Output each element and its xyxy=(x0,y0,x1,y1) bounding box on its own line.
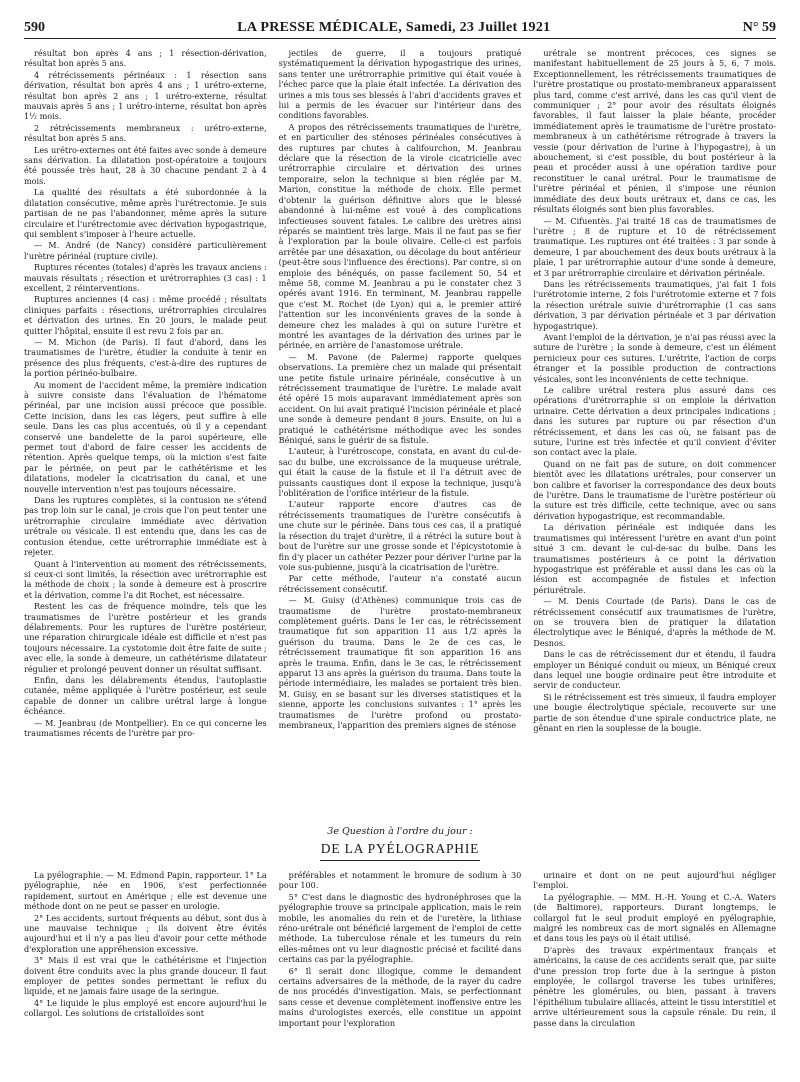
paragraph: L'auteur, à l'urétroscope, constata, en avant du cul-de-sac du bulbe, une excroissance de la muqueuse urétrale, qui était la cause de la fistule et il l'a détruit avec de puissants caustiques dont il expose la technique, jusqu'à l'oblitération de l'orifice intérieur de la fistule. xyxy=(278,446,522,499)
bottom-column-2 xyxy=(279,870,522,1076)
paragraph: Les urétro-externes ont été faites avec sonde à demeure sans dérivation. La dilatation post-opératoire a toujours été poussée très haut, 28 à 30 chacune pendant 2 à 4 mois. xyxy=(24,144,267,186)
paragraph: — M. Pavone (de Palerme) rapporte quelques observations. La première chez un malade qui présentait une petite fistule urinaire périnéale, consécutive à un rétrécissement traumatique de l'urètre. Le malade avait été opéré 15 mois auparavant immédiatement après son accident. On lui avait pratiqué l'incision périnéale et placé une sonde à demeure pendant 8 jours. Ensuite, on lui a pratiqué le cathétérisme méthodique avec les sondes Béniqué, sans le guérir de sa fistule. xyxy=(278,351,522,446)
paragraph: A propos des rétrécissements traumatiques de l'urètre, et en particulier des sténoses périnéales consécutives à des ruptures par chutes à califourchon, M. Jeanbrau déclare que la résection de la virole cicatricielle avec urétrorraphie circulaire et dérivation des urines temporaire, selon la technique si bien réglée par M. Marion, constitue la méthode de choix. Elle permet d'obtenir la guérison définitive alors que le blessé abandonné à lui-même est voué à des complications infectieuses souvent fatales. Le calibre des urètres ainsi réparés se maintient très large. Mais il ne faut pas se fier à l'exploration par la boule olivaire. Celle-ci est parfois arrêtée par une désaxation, ou décolage du bout antérieur (peut-être sous l'influence des érections). Par contre, si on emploie des bénéqués, on passe facilement 50, 54 et même 58, comme M. Jeanbrau a pu le constater chez 3 opérés avant 1916. En terminant, M. Jeanbrau rappelle que c'est M. Rochet (de Lyon) qui a, le premier attiré l'attention sur les inconvénients graves de la sonde à demeure chez les malades à qui on suture l'urètre et montré les avantages de la dérivation des urines par le périnée, en arrière de l'anastomose urétrale. xyxy=(278,121,522,351)
paragraph: Restent les cas de fréquence moindre, tels que les traumatismes de l'urètre postérieur et les grands délabrements. Pour les ruptures de l'urètre postérieur, une réparation chirurgicale idéale est difficile et n'est pas toujours nécessaire. La cystotomie doit être faite de suite ; avec elle, la sonde à demeure, un cathétérisme dilatateur régulier et prolongé peuvent donner un résultat suffisant. xyxy=(24,601,267,674)
page-header xyxy=(24,14,776,39)
paragraph: D'après des travaux expérimentaux français et américains, la cause de ces accidents serait que, par suite d'une pression trop forte due à la seringue à piston employée, le collargol traverse les tubes urinifères, pénètre les glomérules, ou bien, passant à travers l'épithélium tubulaire alliacés, atteint le tissu interstitiel et arrive ultérieurement sous la capsule rénale. Du rein, il passe dans la circulation xyxy=(533,944,777,1028)
column-3 xyxy=(533,48,776,818)
paragraph: 3° Mais il est vrai que le cathétérisme et l'injection doivent être conduits avec la plus grande douceur. Il faut employer de petites sondes permettant le reflux du liquide, et ne jamais faire usage de la seringue. xyxy=(24,955,267,997)
paragraph: La pyélographie. — MM. H.-H. Young et C.-A. Waters (de Baltimore), rapporteurs. Durant longtemps, le collargol fut le seul produit employé en pyélographie, malgré les nombreux cas de mort signalés en Allemagne et dans tous les pays où il était utilisé. xyxy=(533,891,777,944)
paragraph: — M. Guisy (d'Athènes) communique trois cas de traumatisme de l'urètre prostato-membraneux complètement guéris. Dans le 1er cas, le rétrécissement traumatique fut son apparition 11 aus 1/2 après la guérison du trauma. Dans le 2e de ces cas, le rétrécissement traumatique fit son apparition 16 ans après le trauma. Enfin, dans le 3e cas, le rétrécissement apparut 13 ans après la guérison du trauma. Dans toute la période intermédiaire, les malades se portaient très bien. M. Guisy, en se basant sur les diverses statistiques et la sienne, apporte les conclusions suivantes : 1° après les traumatismes de l'urètre profond ou prostato-membraneux, l'apparition des premiers signes de sténose xyxy=(278,595,522,730)
paragraph: urétrale se montrent précoces, ces signes se manifestant habituellement de 25 jours à 5, 6, 7 mois. Exceptionnellement, les rétrécissements traumatiques de l'urètre prostatique ou prostato-membraneux apparaissent plus tard, comme c'est arrivé, dans les cas qu'il vient de communiquer ; 2° pour avoir des résultats éloignés favorables, il faut laisser la plaie béante, procéder immédiatement après le traumatisme de l'urètre prostato-membraneux à un cathétérisme rétrograde à travers la vessie (pour dérivation de l'urine à l'hypogastre), à un abouchement, si c'est possible, du bout postérieur à la peau et procéder aussi à une opération tardive pour reconstituer le canal urétral. Pour le traumatisme de l'urètre périnéal et pénien, il s'impose une réunion immédiate des deux bouts urétraux et, dans ce cas, les résultats éloignés sont bien plus favorables. xyxy=(533,48,777,215)
paragraph: Dans le cas de rétrécissement dur et étendu, il faudra employer un Béniqué conduit ou mieux, un Béniqué creux dans lequel une bougie ordinaire peut être introduite et servir de conducteur. xyxy=(533,649,777,691)
paragraph: préférables et notamment le bromure de sodium à 30 pour 100. xyxy=(278,870,522,891)
paragraph: urinaire et dont on ne peut aujourd'hui négliger l'emploi. xyxy=(533,870,777,891)
paragraph: 2 rétrécissements membraneux : urétro-externe, résultat bon après 5 ans. xyxy=(24,122,267,144)
paragraph: La dérivation périnéale est indiquée dans les traumatismes qui intéressent l'urètre en avant d'un point situé 3 cm. devant le cul-de-sac du bulbe. Dans les traumatismes postérieurs à ce point la dérivation hypogastrique est préférable et aussi dans les cas où la lésion est accompagnée de fistules et infection périurétrale. xyxy=(533,522,777,595)
paragraph: Quant à l'intervention au moment des rétrécissements, si ceux-ci sont limités, la résection avec urétrorraphie est la méthode de choix ; la sonde à demeure est à proscrire et la dérivation, comme l'a dit Rochet, est nécessaire. xyxy=(24,558,267,600)
paragraph: 4° Le liquide le plus employé est encore aujourd'hui le collargol. Les solutions de cristalloïdes sont xyxy=(24,997,267,1019)
column-2 xyxy=(279,48,522,818)
paragraph: Ruptures anciennes (4 cas) : même procédé ; résultats cliniques parfaits : résections, urétrorraphies circulaires et dérivation des urines. En 20 jours, le malade peut quitter l'hôpital, ensuite il est revu 2 fois par an. xyxy=(24,294,267,336)
paragraph: Dans les rétrécissements traumatiques, j'ai fait 1 fois l'urétrotomie interne, 2 fois l'urétrotomie externe et 7 fois la résection urétrale suivie d'urétrorraphie (1 cas sans dérivation, 3 par dérivation périnéale et 3 par dérivation hypogastrique). xyxy=(533,278,777,331)
paragraph: L'auteur rapporte encore d'autres cas de rétrécissements traumatiques de l'urètre consécutifs à une chute sur le périnée. Dans tous ces cas, il a pratiqué la résection du trajet d'urètre, il a rétréci la suture bout à bout de l'urètre sur une grosse sonde et l'épicystotomie à fin d'y placer un cathéter Pezzer pour dériver l'urine par la voie sus-pubienne, jusqu'à la cicatrisation de l'urètre. xyxy=(278,499,522,572)
section-heading-block xyxy=(24,826,776,861)
bottom-column-1 xyxy=(24,870,267,1076)
paragraph: Au moment de l'accident même, la première indication à suivre consiste dans l'évaluation de l'hématome périnéal, par une incision aussi précoce que possible. Cette incision, dans les cas légers, peut suffire à elle seule. Dans les cas plus accentués, où il y a cependant conservé une bandelette de la paroi supérieure, elle permet tout d'abord de faire cesser les accidents de rétention. Après quelque temps, où la miction s'est faite par le périnée, on peut par le cathétérisme et les dilatations, modeler la cicatrisation du canal, et une nouvelle intervention n'est pas toujours nécessaire. xyxy=(24,379,267,494)
paragraph: résultat bon après 4 ans ; 1 résection-dérivation, résultat bon après 5 ans. xyxy=(24,48,267,69)
paragraph: 2° Les accidents, surtout fréquents au début, sont dus à une mauvaise technique ; ils doivent être évités aujourd'hui et il n'y a pas lieu d'avoir pour cette méthode d'exploration une appréhension excessive. xyxy=(24,912,267,954)
paragraph: — M. André (de Nancy) considère particulièrement l'urètre périnéal (rupture civile). xyxy=(24,240,267,261)
paragraph: Si le rétrécissement est très sinueux, il faudra employer une bougie électrolytique spéciale, recouverte sur une partie de son étendue d'une spirale conductrice plate, ne gênant en rien la souplesse de la bougie. xyxy=(533,691,777,733)
paragraph: Ruptures récentes (totales) d'après les travaux anciens : mauvais résultats ; résection et urétrorraphies (3 cas) : 1 excellent, 2 réinterventions. xyxy=(24,262,267,293)
paragraph: La qualité des résultats a été subordonnée à la dilatation consécutive, même après l'urétrectomie. Je suis partisan de ne pas l'abandonner, même après la suture circulaire et l'urétrectomie avec dérivation hypogastrique, qui semblent s'imposer à l'heure actuelle. xyxy=(24,187,267,239)
paragraph: Par cette méthode, l'auteur n'a constaté aucun rétrécissement consécutif. xyxy=(278,573,522,594)
paragraph: 6° Il serait donc illogique, comme le demandent certains adversaires de la méthode, de la rayer du cadre de nos procédés d'investigation. Mais, se perfectionnant sans cesse et devenue complètement inoffensive entre les mains d'urologistes exercés, elle constitue un appoint important pour l'exploration xyxy=(278,965,522,1028)
paragraph: La pyélographie. — M. Edmond Papin, rapporteur. 1° La pyélographie, née en 1906, s'est perfectionnée rapidement, surtout en Amérique ; elle est devenue une méthode dont on ne peut se passer en urologie. xyxy=(24,870,267,912)
paragraph: — M. Jeanbrau (de Montpellier). En ce qui concerne les traumatismes récents de l'urètre par pro- xyxy=(24,717,267,738)
bottom-column-3 xyxy=(533,870,776,1076)
paragraph: Quand on ne fait pas de suture, on doit commencer bientôt avec les dilatations urétrales, pour conserver un bon calibre et favoriser la correspondance des deux bouts de l'urètre. Dans le traumatisme de l'urètre postérieur où la suture est très difficile, cette technique, avec ou sans dérivation hypogastrique, est recommandable. xyxy=(533,458,777,521)
journal-title: LA PRESSE MÉDICALE, Samedi, 23 Juillet 1921 xyxy=(237,20,551,35)
section-title: DE LA PYÉLOGRAPHIE xyxy=(320,841,480,861)
paragraph: Avant l'emploi de la dérivation, je n'ai pas réussi avec la suture de l'urètre ; la sonde à demeure, c'est un élément pernicieux pour ces sutures. L'urétrite, l'action de corps étranger et la possible production de contractions vésicales, sont les inconvénients de cette technique. xyxy=(533,331,777,384)
paragraph: Le calibre urétral restera plus assuré dans ces opérations d'urétrorraphie si on emploie la dérivation urinaire. Cette dérivation a deux principales indications ; dans les sutures par rupture ou par résection d'un rétrécissement, et dans les cas où, ne faisant pas de suture, l'urine est très infectée et qu'il convient d'éviter son contact avec la plaie. xyxy=(533,385,777,458)
paragraph: — M. Michon (de Paris). Il faut d'abord, dans les traumatismes de l'urètre, étudier la conduite à tenir en présence des plus fréquents, c'est-à-dire des ruptures de la portion périnéo-bulbaire. xyxy=(24,336,267,379)
paragraph: 5° C'est dans le diagnostic des hydronéphroses que la pyélographie trouve sa principale application, mais le rein mobile, les anomalies du rein et de l'uretère, la lithiase réno-urétrale ont bénéficié largement de l'emploi de cette méthode. La tuberculose rénale et les tumeurs du rein elles-mêmes ont vu leur diagnostic précisé et facilité dans certains cas par la pyélographie. xyxy=(278,891,522,965)
column-1 xyxy=(24,48,267,818)
page-number: 590 xyxy=(24,20,45,35)
paragraph: Enfin, dans les délabrements étendus, l'autoplastie cutanée, même appliquée à l'urètre postérieur, est seule capable de donner un calibre urétral large à longue échéance. xyxy=(24,674,267,717)
article-columns xyxy=(24,48,776,818)
paragraph: jectiles de guerre, il a toujours pratiqué systématiquement la dérivation hypogastrique des urines, sans tenter une urétrorraphie primitive qui était vouée à l'échec parce que la plaie était infectée. La dérivation des urines a mis tous ses blessés à l'abri d'accidents graves et lui a permis de les évacuer sur l'intérieur dans des conditions favorables. xyxy=(278,48,522,121)
agenda-question: 3e Question à l'ordre du jour : xyxy=(327,826,473,837)
paragraph: 4 rétrécissements périnéaux : 1 résection sans dérivation, résultat bon après 4 ans ; 1 urétro-externe, résultat bon après 2 ans ; 1 urétro-externe, résultat mauvais après 5 ans ; 1 urétro-interne, résultat bon après 1½ mois. xyxy=(24,69,267,122)
pyelography-columns xyxy=(24,870,776,1076)
paragraph: — M. Denis Courtade (de Paris). Dans le cas de rétrécissement consécutif aux traumatismes de l'urètre, on se trouvera bien de pratiquer la dilatation électrolytique avec le Béniqué, d'après la méthode de M. Desnos. xyxy=(533,596,777,648)
paragraph: — M. Cifuentès. J'ai traité 18 cas de traumatismes de l'urètre ; 8 de rupture et 10 de rétrécissement traumatique. Les ruptures ont été traitées : 3 par sonde à demeure, 1 par abouchement des deux bouts urétraux à la plaie, 1 par urétrorraphie autour d'une sonde à demeure, et 3 par urétrorraphie circulaire et dérivation périnéale. xyxy=(533,215,777,278)
paragraph: Dans les ruptures complètes, si la contusion ne s'étend pas trop loin sur le canal, je crois que l'on peut tenter une urétrorraphie circulaire immédiate avec dérivation urétrale ou vésicale. Il est entendu que, dans les cas de contusion étendue, cette urétrorraphie immédiate est à rejeter. xyxy=(24,495,267,558)
issue-number: N° 59 xyxy=(742,20,776,35)
